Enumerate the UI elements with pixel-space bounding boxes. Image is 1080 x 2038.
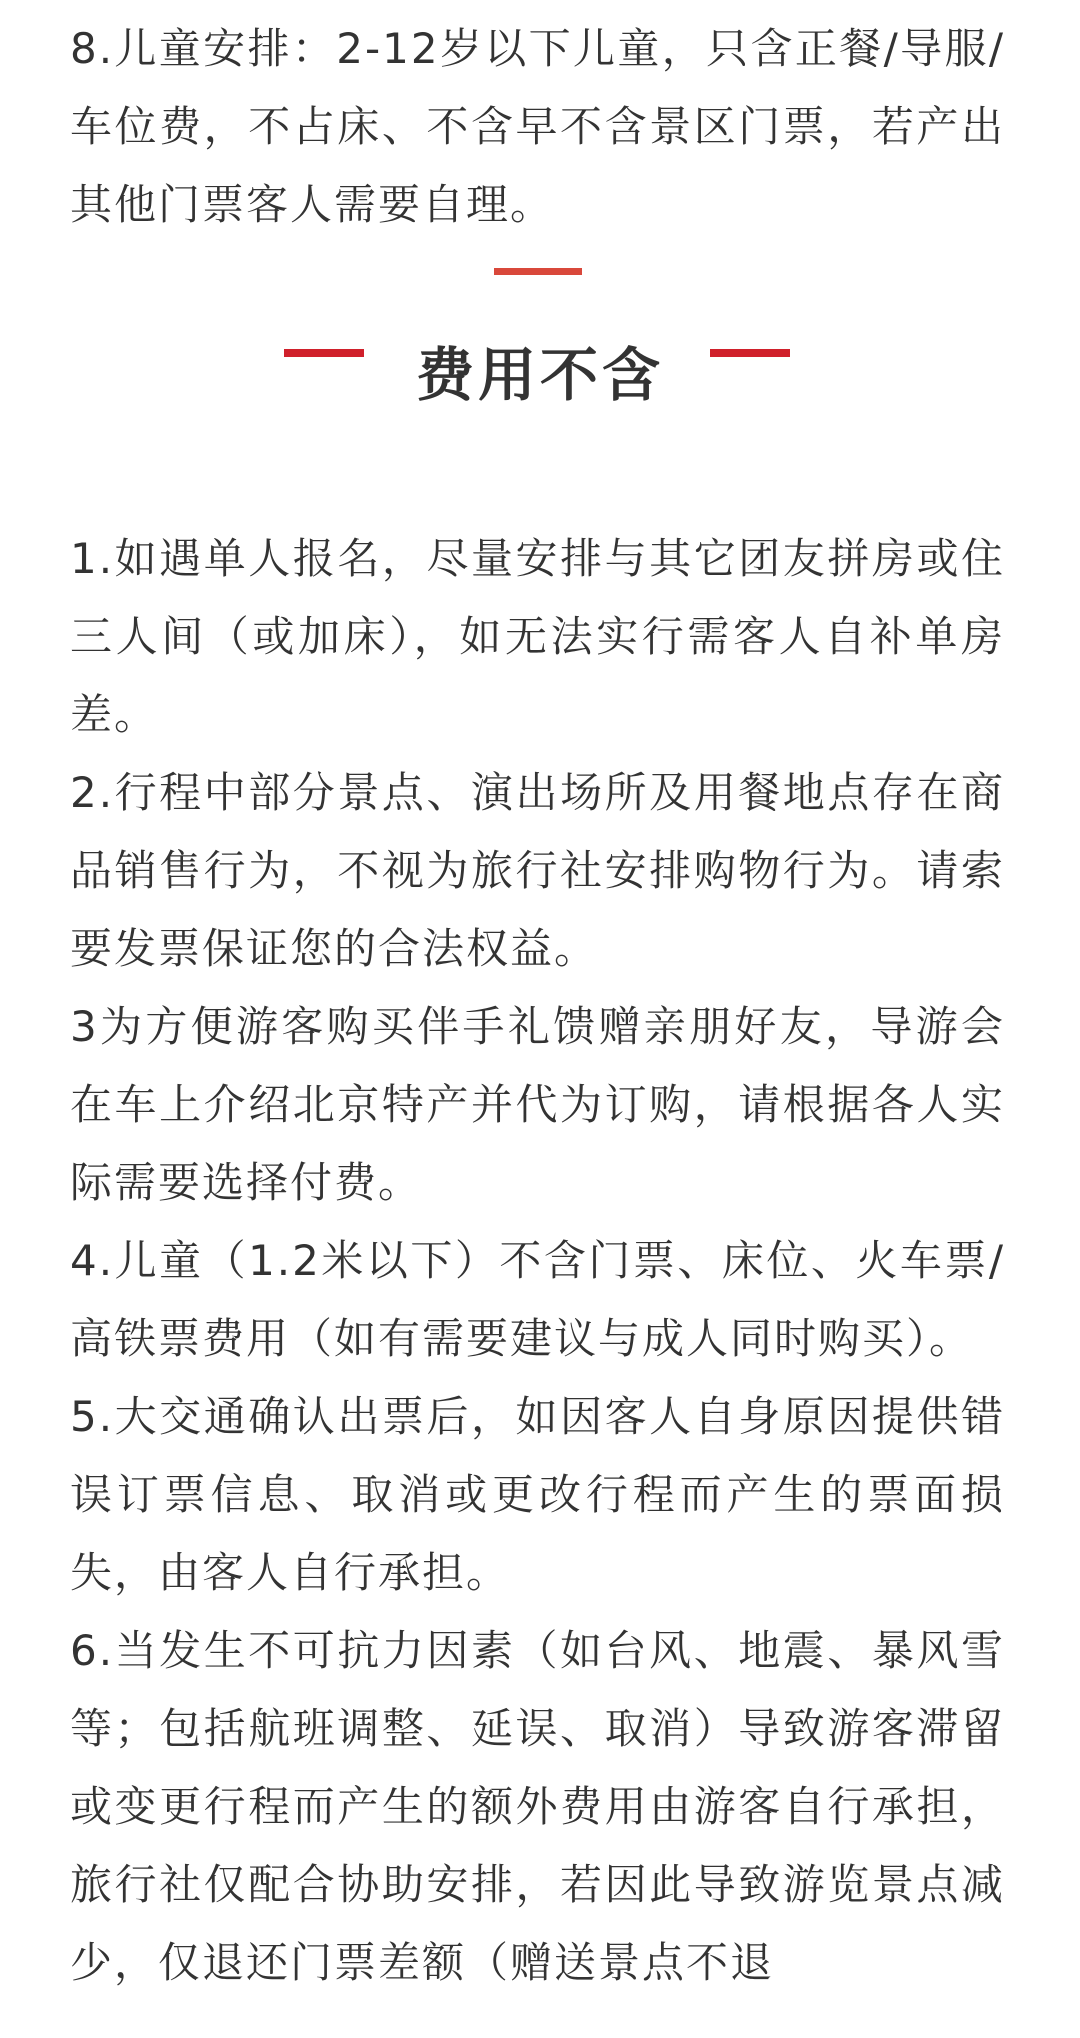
list-item: 4.儿童（1.2米以下）不含门票、床位、火车票/高铁票费用（如有需要建议与成人同时购买）。	[70, 1236, 1005, 1363]
list-item: 1.如遇单人报名，尽量安排与其它团友拼房或住三人间（或加床），如无法实行需客人自补单房差。	[70, 534, 1005, 739]
section-heading	[0, 330, 1080, 420]
list-item: 3为方便游客购买伴手礼馈赠亲朋好友，导游会在车上介绍北京特产并代为订购，请根据各人实际需要选择付费。	[70, 1002, 1005, 1207]
exclusions-list	[70, 520, 1005, 2002]
list-item: 6.当发生不可抗力因素（如台风、地震、暴风雪等；包括航班调整、延误、取消）导致游客滞留或变更行程而产生的额外费用由游客自行承担，旅行社仅配合协助安排，若因此导致游览景点减少，仅退还门票差额（赠送景点不退	[70, 1626, 1005, 1987]
list-item: 5.大交通确认出票后，如因客人自身原因提供错误订票信息、取消或更改行程而产生的票面损失，由客人自行承担。	[70, 1392, 1005, 1597]
section-divider	[494, 268, 582, 275]
previous-item-8: 8.儿童安排：2-12岁以下儿童，只含正餐/导服/车位费，不占床、不含早不含景区门票，若产出其他门票客人需要自理。	[70, 24, 1005, 229]
section-title: 费用不含	[415, 341, 664, 409]
list-item: 2.行程中部分景点、演出场所及用餐地点存在商品销售行为，不视为旅行社安排购物行为。请索要发票保证您的合法权益。	[70, 768, 1005, 973]
heading-bar-right	[710, 349, 790, 357]
